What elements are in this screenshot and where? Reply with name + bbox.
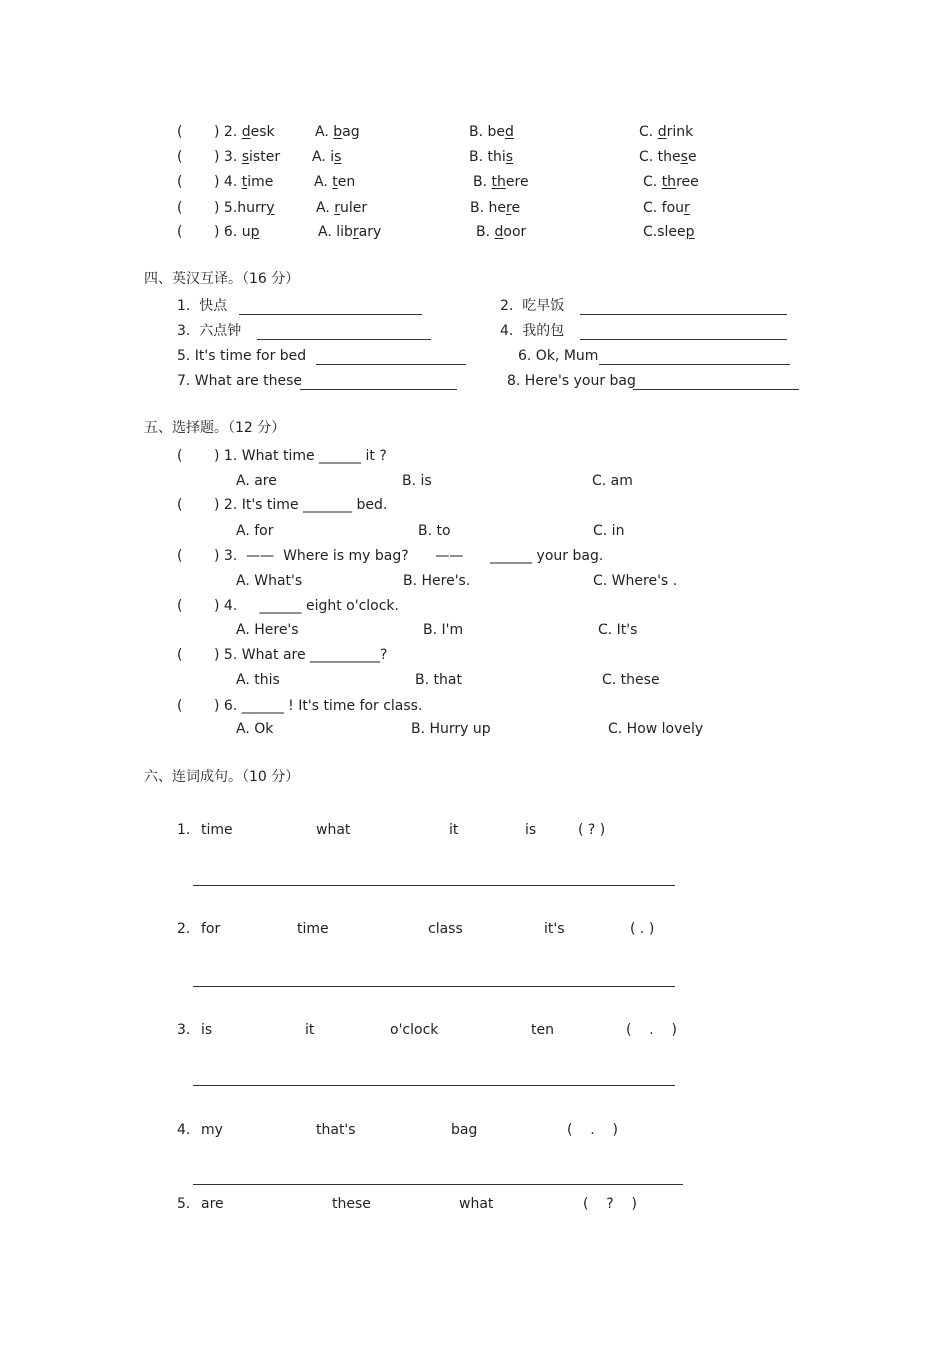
word: class (428, 921, 463, 937)
option-a: A. ten (314, 174, 356, 190)
answer-line[interactable] (257, 339, 431, 340)
option-a: A. library (318, 224, 382, 240)
answer-line[interactable] (193, 986, 675, 987)
option-a: A. What's (236, 573, 303, 589)
answer-paren[interactable]: ( (177, 548, 183, 564)
option-a: A. is (312, 149, 342, 165)
translate-item: 6. Ok, Mum (518, 348, 599, 364)
row-number: 1. (177, 822, 191, 838)
section-heading: 五、选择题。（12 分） (144, 420, 286, 436)
word: are (201, 1196, 224, 1212)
word: for (201, 921, 221, 937)
option-a: A. Ok (236, 721, 274, 737)
option-c: C.sleep (643, 224, 695, 240)
question-stem: ) 1. What time ______ it ? (214, 448, 387, 464)
translate-item: 5. It's time for bed (177, 348, 307, 364)
translate-item: 3. 六点钟 (177, 323, 242, 339)
option-b: B. there (473, 174, 529, 190)
word: my (201, 1122, 223, 1138)
option-b: B. I'm (423, 622, 464, 638)
word: what (459, 1196, 494, 1212)
row-number: 3. (177, 1022, 191, 1038)
option-a: A. for (236, 523, 274, 539)
option-c: C. drink (639, 124, 694, 140)
answer-paren[interactable]: ( (177, 124, 183, 140)
answer-paren[interactable]: ( (177, 698, 183, 714)
word: bag (451, 1122, 478, 1138)
word: o'clock (390, 1022, 439, 1038)
phonics-item: ) 6. up (214, 224, 260, 240)
answer-paren[interactable]: ( (177, 598, 183, 614)
answer-paren[interactable]: ( (177, 448, 183, 464)
phonics-item: ) 3. sister (214, 149, 281, 165)
answer-line[interactable] (300, 389, 457, 390)
answer-line[interactable] (580, 339, 787, 340)
translate-item: 7. What are these (177, 373, 303, 389)
answer-paren[interactable]: ( (177, 497, 183, 513)
option-b: B. Here's. (403, 573, 471, 589)
word: time (297, 921, 329, 937)
translate-item: 8. Here's your bag (507, 373, 636, 389)
answer-paren[interactable]: ( (177, 174, 183, 190)
option-c: C. three (643, 174, 699, 190)
answer-line[interactable] (193, 1085, 675, 1086)
row-number: 4. (177, 1122, 191, 1138)
question-stem: ) 6. ______ ! It's time for class. (214, 698, 423, 714)
option-a: A. ruler (316, 200, 368, 216)
word: it (305, 1022, 315, 1038)
option-b: B. is (402, 473, 432, 489)
word: is (525, 822, 537, 838)
row-number: 2. (177, 921, 191, 937)
translate-item: 2. 吃早饭 (500, 298, 565, 314)
word: ten (531, 1022, 554, 1038)
option-b: B. this (469, 149, 514, 165)
answer-paren[interactable]: ( (177, 149, 183, 165)
option-c: C. these (639, 149, 697, 165)
answer-paren[interactable]: ( (177, 647, 183, 663)
translate-item: 4. 我的包 (500, 323, 565, 339)
option-c: C. Where's . (593, 573, 678, 589)
option-b: B. Hurry up (411, 721, 491, 737)
option-b: B. door (476, 224, 527, 240)
answer-paren[interactable]: ( (177, 200, 183, 216)
option-b: B. to (418, 523, 451, 539)
question-stem: ) 5. What are __________? (214, 647, 388, 663)
answer-line[interactable] (193, 1184, 683, 1185)
option-b: B. bed (469, 124, 514, 140)
phonics-item: ) 2. desk (214, 124, 275, 140)
option-b: B. here (470, 200, 521, 216)
option-a: A. this (236, 672, 280, 688)
option-c: C. How lovely (608, 721, 704, 737)
option-a: A. Here's (236, 622, 299, 638)
answer-line[interactable] (599, 364, 790, 365)
word: what (316, 822, 351, 838)
punctuation: ( ? ) (583, 1196, 637, 1212)
punctuation: ( . ) (567, 1122, 618, 1138)
section-heading: 四、英汉互译。（16 分） (144, 271, 300, 287)
answer-line[interactable] (239, 314, 422, 315)
option-a: A. are (236, 473, 277, 489)
option-b: B. that (415, 672, 462, 688)
word: it's (544, 921, 565, 937)
question-stem: ) 3. —— Where is my bag? —— ______ your bag. (214, 548, 604, 564)
punctuation: ( . ) (630, 921, 655, 937)
answer-line[interactable] (316, 364, 466, 365)
answer-paren[interactable]: ( (177, 224, 183, 240)
section-heading: 六、连词成句。（10 分） (144, 769, 300, 785)
punctuation: ( ? ) (578, 822, 606, 838)
answer-line[interactable] (580, 314, 787, 315)
answer-line[interactable] (633, 389, 799, 390)
phonics-item: ) 4. time (214, 174, 274, 190)
translate-item: 1. 快点 (177, 298, 228, 314)
phonics-item: ) 5.hurry (214, 200, 275, 216)
word: it (449, 822, 459, 838)
option-c: C. these (602, 672, 660, 688)
punctuation: ( . ) (626, 1022, 677, 1038)
option-c: C. am (592, 473, 633, 489)
option-a: A. bag (315, 124, 360, 140)
row-number: 5. (177, 1196, 191, 1212)
word: these (332, 1196, 371, 1212)
question-stem: ) 2. It's time _______ bed. (214, 497, 388, 513)
option-c: C. four (643, 200, 690, 216)
word: time (201, 822, 233, 838)
word: that's (316, 1122, 356, 1138)
option-c: C. It's (598, 622, 638, 638)
word: is (201, 1022, 213, 1038)
option-c: C. in (593, 523, 625, 539)
question-stem: ) 4. ______ eight o'clock. (214, 598, 399, 614)
answer-line[interactable] (193, 885, 675, 886)
